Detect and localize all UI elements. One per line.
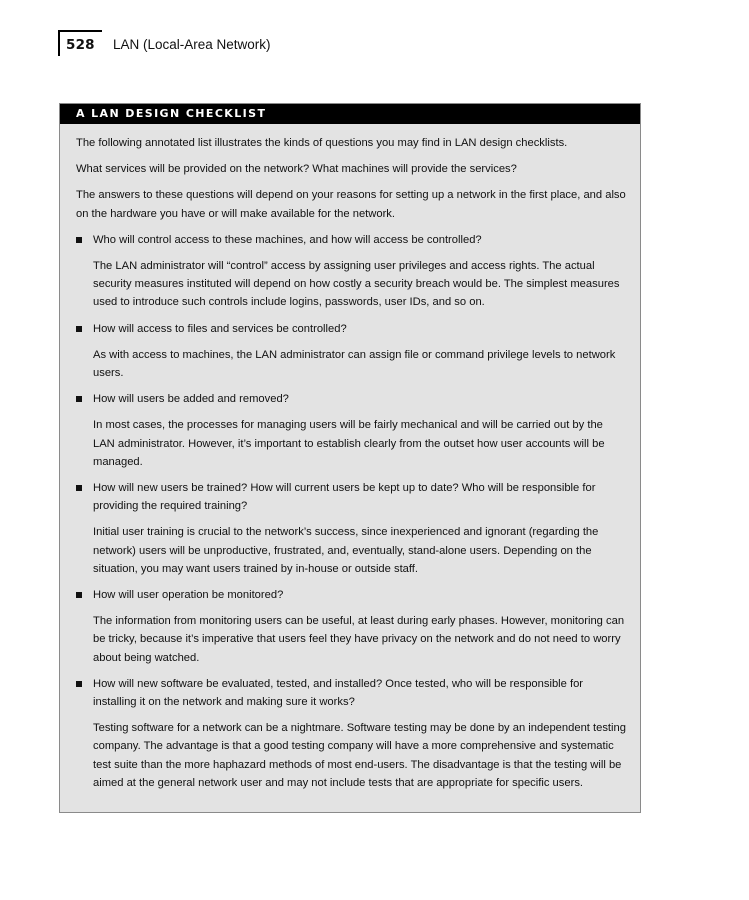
checklist-question <box>76 675 626 711</box>
checklist-answer: The information from monitoring users can be useful, at least during early phases. However, monitoring can be tricky, because it’s imperative that users feel they have privacy on the network and do not need to worry about being watched. <box>93 615 625 664</box>
checklist-answer: Testing software for a network can be a nightmare. Software testing may be done by an independent testing company. The advantage is that a good testing company will have a more comprehensive and systematic test suite than the more haphazard methods of most end-users. The disadvantage is that the testing will be aimed at the general network user and may not include tests that are appropriate for specific users. <box>93 722 626 789</box>
checklist-answer: As with access to machines, the LAN administrator can assign file or command privilege levels to network users. <box>93 348 616 380</box>
checklist-answer: Initial user training is crucial to the network’s success, since inexperienced and ignorant (regarding the network) users will be unproductive, frustrated, and, eventually, stand-alone users. Depending on the situation, you may want users trained by in-house or outside staff. <box>93 526 599 575</box>
square-bullet-icon <box>76 681 82 687</box>
question-text: How will new software be evaluated, tested, and installed? Once tested, who will be responsible for installing it on the network and making sure it works? <box>93 677 584 709</box>
intro-paragraph: What services will be provided on the network? What machines will provide the services? <box>76 163 517 176</box>
square-bullet-icon <box>76 237 82 243</box>
square-bullet-icon <box>76 485 82 491</box>
header-rule-horizontal <box>58 30 102 32</box>
intro-paragraph: The answers to these questions will depend on your reasons for setting up a network in the first place, and also on the hardware you have or will make available for the network. <box>76 189 626 220</box>
checklist-question <box>76 231 626 249</box>
checklist-question <box>76 479 626 515</box>
checklist-question <box>76 586 626 604</box>
square-bullet-icon <box>76 326 82 332</box>
running-head: LAN (Local-Area Network) <box>113 37 271 52</box>
square-bullet-icon <box>76 396 82 402</box>
checklist-title: A LAN DESIGN CHECKLIST <box>60 104 640 124</box>
page-number: 528 <box>66 37 95 53</box>
header-rule-vertical <box>58 30 60 56</box>
question-text: How will new users be trained? How will current users be kept up to date? Who will be responsible for providing the required training? <box>93 482 596 513</box>
checklist-question <box>76 320 626 338</box>
checklist-sidebar-box <box>59 103 641 813</box>
square-bullet-icon <box>76 592 82 598</box>
checklist-question <box>76 390 626 408</box>
checklist-content <box>60 124 640 792</box>
checklist-answer: In most cases, the processes for managing users will be fairly mechanical and will be carried out by the LAN administrator. However, it’s important to establish clearly from the outset how user accounts will be managed. <box>93 419 605 468</box>
question-text: How will user operation be monitored? <box>93 589 284 602</box>
intro-paragraph: The following annotated list illustrates the kinds of questions you may find in LAN design checklists. <box>76 137 568 149</box>
question-text: How will access to files and services be controlled? <box>93 322 347 335</box>
question-text: How will users be added and removed? <box>93 393 289 406</box>
question-text: Who will control access to these machines, and how will access be controlled? <box>93 233 482 246</box>
checklist-answer: The LAN administrator will “control” access by assigning user privileges and access rights. The actual security measures instituted will depend on how costly a security breach would be. The simplest measures used to introduce such controls include logins, passwords, user IDs, and so on. <box>93 260 620 309</box>
